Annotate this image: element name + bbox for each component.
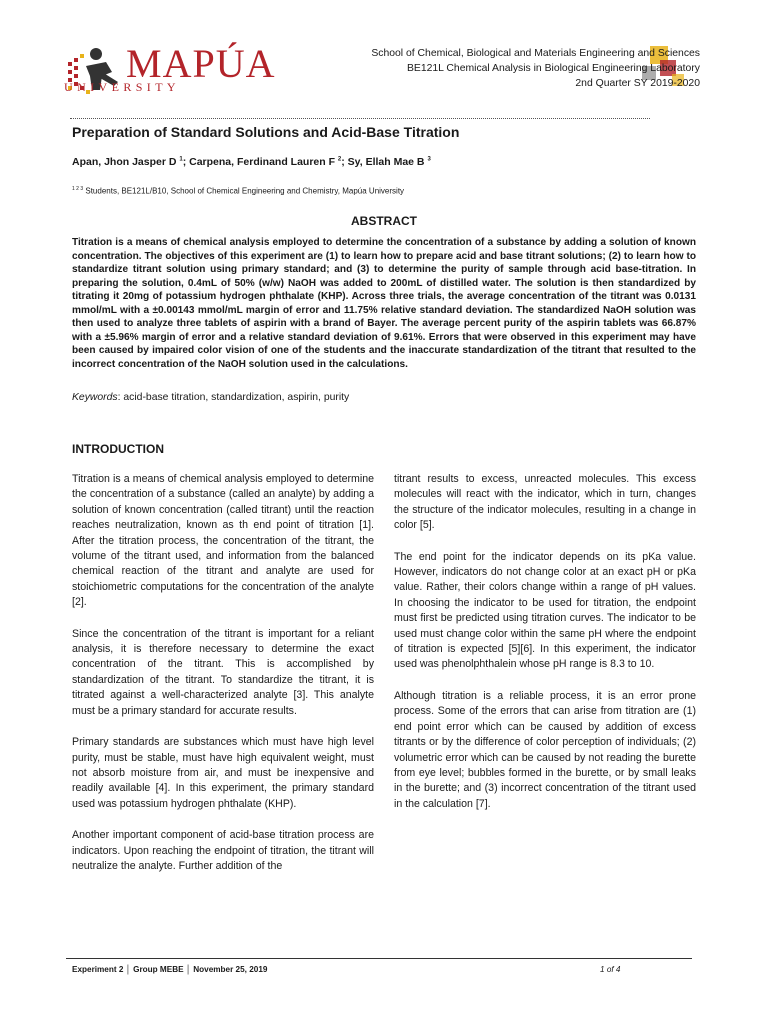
author-2-sup: 2: [337, 156, 342, 163]
intro-paragraph: Another important component of acid-base titration process are indicators. Upon reaching the endpoint of titration, the titrant will neutralize the analyte. Further addition of the: [72, 829, 374, 872]
intro-paragraph: titrant results to excess, unreacted molecules. This excess molecules will react with the indicator, which in turn, changes the structure of the indicator molecules, resulting in a change in color [5].: [394, 473, 696, 532]
abstract-heading: ABSTRACT: [351, 214, 417, 228]
intro-paragraph: Primary standards are substances which must have high level purity, must be stable, must have high equivalent weight, must not absorb moisture from air, and must be inexpensive and readily available [4]. In this experiment, the primary standard used was potassium hydrogen phthalate (KHP).: [72, 736, 374, 810]
intro-column-right: [394, 472, 696, 828]
author-1-sup: 1: [179, 156, 183, 163]
footer-divider: [66, 958, 692, 959]
header-term: 2nd Quarter SY 2019-2020: [575, 78, 700, 89]
author-list: [72, 156, 431, 168]
author-3: ; Sy, Ellah Mae B: [341, 156, 425, 168]
author-2: ; Carpena, Ferdinand Lauren F: [182, 156, 335, 168]
footer-info: Experiment 2 │ Group MEBE │ November 25, 2019: [72, 965, 268, 974]
author-1: Apan, Jhon Jasper D: [72, 156, 177, 168]
logo-subtitle: UNIVERSITY: [64, 80, 180, 94]
header-school: School of Chemical, Biological and Materials Engineering and Sciences: [371, 48, 700, 59]
author-3-sup: 3: [427, 156, 431, 163]
intro-paragraph: The end point for the indicator depends on its pKa value. However, indicators do not change color at an exact pH or pKa value. Rather, their colors change within a range of pH values. In choosing the indicator to be used for titration, the endpoint must first be predicted using titration curves. The indicator to be used must change color within the same pH where the endpoint of titration is expected [5][6]. In this experiment, the indicator used was phenolphthalein whose pH range is 8.3 to 10.: [394, 550, 696, 671]
header-divider: [70, 118, 650, 119]
header-course: BE121L Chemical Analysis in Biological Engineering Laboratory: [406, 63, 700, 74]
affiliation-sup: 1 2 3: [72, 186, 84, 192]
page-number: 1 of 4: [600, 965, 621, 974]
affiliation-text: Students, BE121L/B10, School of Chemical Engineering and Chemistry, Mapúa University: [85, 186, 405, 196]
affiliation: [72, 186, 404, 196]
logo-wordmark: MAPÚA: [126, 41, 276, 86]
paper-title: Preparation of Standard Solutions and Acid-Base Titration: [72, 124, 460, 140]
header-info: [371, 46, 700, 91]
intro-paragraph: Titration is a means of chemical analysis employed to determine the concentration of a substance (called an analyte) by adding a solution of known concentration (called titrant) until the reaction reaches neutralization, known as th end point of titration [1]. After the titration process, the concentration of the titrant, the volume of the titrant used, and information from the balanced chemical reaction of the titrant and analyte are used for stoichiometric computations for the concentration of the analyte [2].: [72, 473, 374, 609]
keywords: [72, 392, 349, 403]
keywords-text: : acid-base titration, standardization, aspirin, purity: [117, 392, 350, 403]
abstract-body: Titration is a means of chemical analysis employed to determine the concentration of a substance by adding a solution of known concentration. The objectives of this experiment are (1) to learn how to prepare acid and base titrant solutions; (2) to learn how to standardize titrant solution using primary standard; and (3) to determine the purity of sample through acid base-titration. In preparing the solution, 0.4mL of 50% (w/w) NaOH was added to 200mL of distilled water. The solution is then standardized by titrating it 20mg of potassium hydrogen phthalate (KHP). Across three trials, the average concentration of the titrant was 0.0131 mmol/mL with a ±0.00143 mmol/mL margin of error and 11.75% relative standard deviation. The standardized NaOH solution was then used to analyze three tablets of aspirin with a brand of Bayer. The average percent purity of the aspirin tablets was 66.87% with a ±5.96% margin of error and a relative standard deviation of 9.61%. Errors that were observed in this experiment may have been caused by impaired color vision of one of the students and the inaccurate standardization of the titrant that resulted to the incorrect concentration of the NaOH solution used in the calculations.: [72, 237, 696, 370]
intro-column-left: [72, 472, 374, 890]
introduction-heading: INTRODUCTION: [72, 442, 164, 456]
intro-paragraph: Since the concentration of the titrant is important for a reliant analysis, it is therefore necessary to determine the exact concentration of the titrant. This is accomplished by standardization of the titrant. To standardize the titrant, it is titrated against a well-characterized analyte [3]. This analyte must be a primary standard for accurate results.: [72, 627, 374, 717]
keywords-label: Keywords: [72, 392, 118, 403]
intro-paragraph: Although titration is a reliable process, it is an error prone process. Some of the errors that can arise from titration are (1) end point error which can be caused by addition of excess titrants or by the difference of color perception of individuals; (2) volumetric error which can be caused by not reading the burette from eye level; bubbles formed in the burette, or by small leaks in the burette; and (3) incorrect concentration of the titrant used in the calculation [7].: [394, 689, 696, 810]
